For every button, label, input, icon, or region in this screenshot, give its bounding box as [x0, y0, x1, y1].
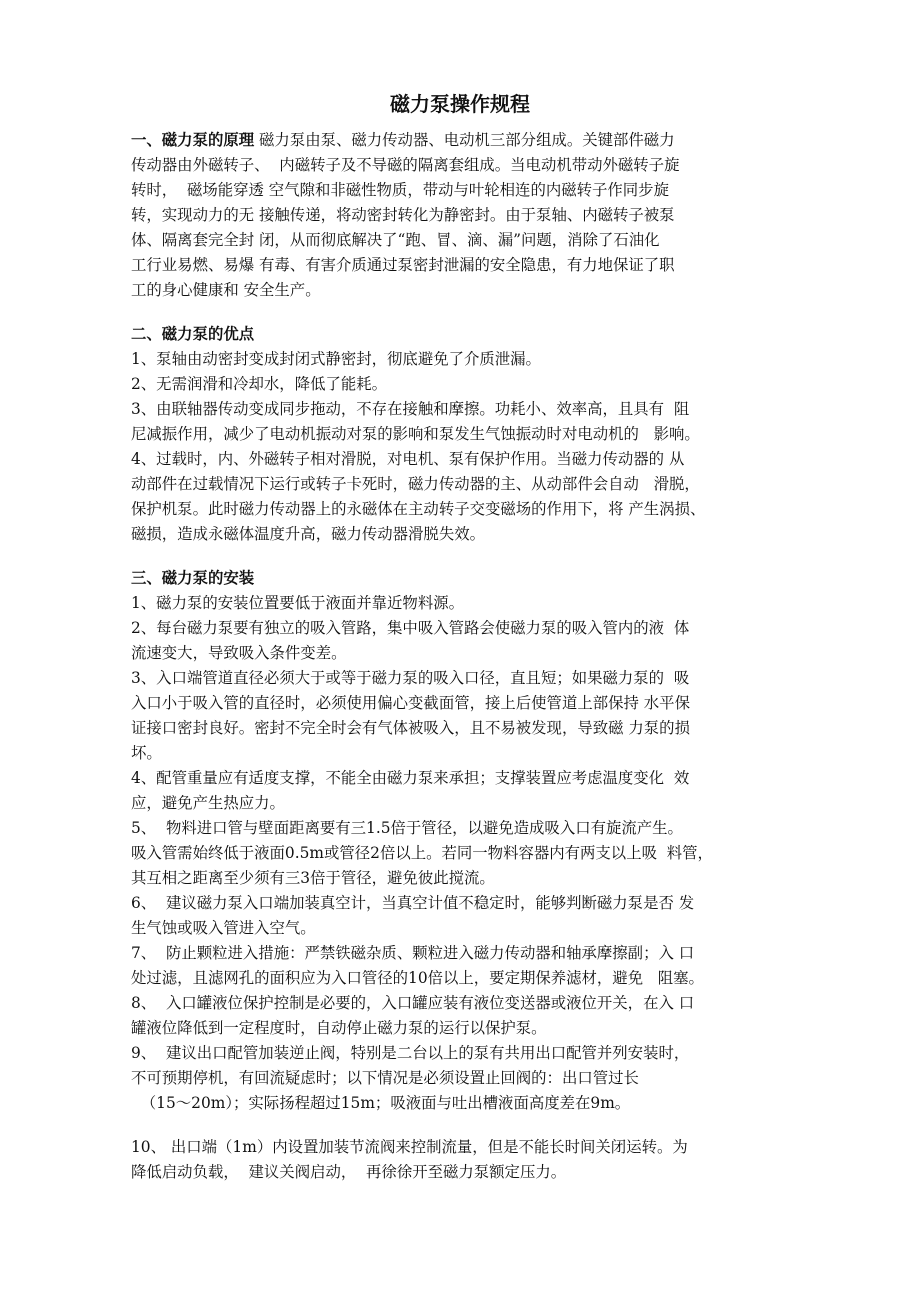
paragraph-line: 传动器由外磁转子、 内磁转子及不导磁的隔离套组成。当电动机带动外磁转子旋: [131, 156, 680, 174]
section-gap: [131, 303, 796, 322]
paragraph-line: 一、磁力泵的原理 磁力泵由泵、磁力传动器、电动机三部分组成。关键部件磁力: [131, 131, 675, 149]
paragraph-line: 动部件在过载情况下运行或转子卡死时，磁力传动器的主、从动部件会自动 滑脱，: [131, 475, 700, 493]
paragraph-line: 罐液位降低到一定程度时，自动停止磁力泵的运行以保护泵。: [131, 1019, 547, 1037]
paragraph-line: 8、 入口罐液位保护控制是必要的，入口罐应装有液位变送器或液位开关，在入 口: [131, 994, 695, 1012]
paragraph-line: 其互相之距离至少须有三3倍于管径，避免彼此搅流。: [131, 869, 495, 887]
paragraph-line: 转时， 磁场能穿透 空气隙和非磁性物质，带动与叶轮相连的内磁转子作同步旋: [131, 181, 669, 199]
paragraph-line: 6、 建议磁力泵入口端加装真空计，当真空计值不稳定时，能够判断磁力泵是否 发: [131, 894, 695, 912]
paragraph-line: 1、泵轴由动密封变成封闭式静密封，彻底避免了介质泄漏。: [131, 350, 541, 368]
paragraph-line: 4、过载时，内、外磁转子相对滑脱，对电机、泵有保护作用。当磁力传动器的 从: [131, 450, 685, 468]
section-gap: [131, 547, 796, 566]
paragraph-line: 尼减振作用，减少了电动机振动对泵的影响和泵发生气蚀振动时对电动机的 影响。: [131, 425, 700, 443]
section-heading: 一、磁力泵的原理: [131, 131, 255, 149]
paragraph-line: 入口小于吸入管的直径时，必须使用偏心变截面管，接上后使管道上部保持 水平保: [131, 694, 690, 712]
paragraph-line: 流速变大，导致吸入条件变差。: [131, 644, 347, 662]
paragraph-line: 4、配管重量应有适度支撑，不能全由磁力泵来承担；支撑装置应考虑温度变化 效: [131, 769, 690, 787]
paragraph-line: 9、 建议出口配管加装逆止阀，特别是二台以上的泵有共用出口配管并列安装时，: [131, 1044, 690, 1062]
paragraph-line: 7、 防止颗粒进入措施：严禁铁磁杂质、颗粒进入磁力传动器和轴承摩擦副；入 口: [131, 944, 695, 962]
paragraph-line: 降低启动负载， 建议关阀启动， 再徐徐开至磁力泵额定压力。: [131, 1163, 567, 1181]
paragraph-line: 5、 物料进口管与壁面距离要有三1.5倍于管径，以避免造成吸入口有旋流产生。: [131, 819, 683, 837]
paragraph-line: 转，实现动力的无 接触传递，将动密封转化为静密封。由于泵轴、内磁转子被泵: [131, 206, 675, 224]
paragraph-line: 保护机泵。此时磁力传动器上的永磁体在主动转子交变磁场的作用下，将 产生涡损、: [131, 500, 706, 518]
paragraph-line: 坏。: [131, 744, 162, 762]
paragraph-line: 2、无需润滑和冷却水，降低了能耗。: [131, 375, 388, 393]
paragraph-line: 10、 出口端（1m）内设置加装节流阀来控制流量，但是不能长时间关闭运转。为: [131, 1138, 688, 1156]
section-heading: 二、磁力泵的优点: [131, 325, 255, 343]
paragraph-line: 体、隔离套完全封 闭，从而彻底解决了“跑、冒、滴、漏”问题，消除了石油化: [131, 231, 660, 249]
paragraph-line: 工的身心健康和 安全生产。: [131, 281, 321, 299]
paragraph-line: 生气蚀或吸入管进入空气。: [131, 919, 316, 937]
paragraph-line: 证接口密封良好。密封不完全时会有气体被吸入，且不易被发现，导致磁 力泵的损: [131, 719, 690, 737]
paragraph-line: （15～20m）；实际扬程超过15m；吸液面与吐出槽液面高度差在9m。: [131, 1094, 631, 1112]
paragraph-line: 1、磁力泵的安装位置要低于液面并靠近物料源。: [131, 594, 464, 612]
paragraph-line: 磁损，造成永磁体温度升高，磁力传动器滑脱失效。: [131, 525, 485, 543]
paragraph-line: 工行业易燃、易爆 有毒、有害介质通过泵密封泄漏的安全隐患，有力地保证了职: [131, 256, 675, 274]
section-heading: 三、磁力泵的安装: [131, 569, 255, 587]
paragraph-gap: [131, 1116, 796, 1135]
paragraph-line: 3、入口端管道直径必须大于或等于磁力泵的吸入口径，直且短；如果磁力泵的 吸: [131, 669, 690, 687]
document-body: [131, 128, 796, 1185]
paragraph-line: 吸入管需始终低于液面0.5m或管径2倍以上。若同一物料容器内有两支以上吸 料管，: [131, 844, 713, 862]
paragraph-line: 应，避免产生热应力。: [131, 794, 285, 812]
paragraph-line: 2、每台磁力泵要有独立的吸入管路，集中吸入管路会使磁力泵的吸入管内的液 体: [131, 619, 690, 637]
paragraph-line: 处过滤，且滤网孔的面积应为入口管径的10倍以上，要定期保养滤材，避免 阻塞。: [131, 969, 704, 987]
paragraph-line: 不可预期停机，有回流疑虑时；以下情况是必须设置止回阀的：出口管过长: [131, 1069, 639, 1087]
page-title: 磁力泵操作规程: [390, 92, 530, 116]
paragraph-line: 3、由联轴器传动变成同步拖动，不存在接触和摩擦。功耗小、效率高，且具有 阻: [131, 400, 690, 418]
